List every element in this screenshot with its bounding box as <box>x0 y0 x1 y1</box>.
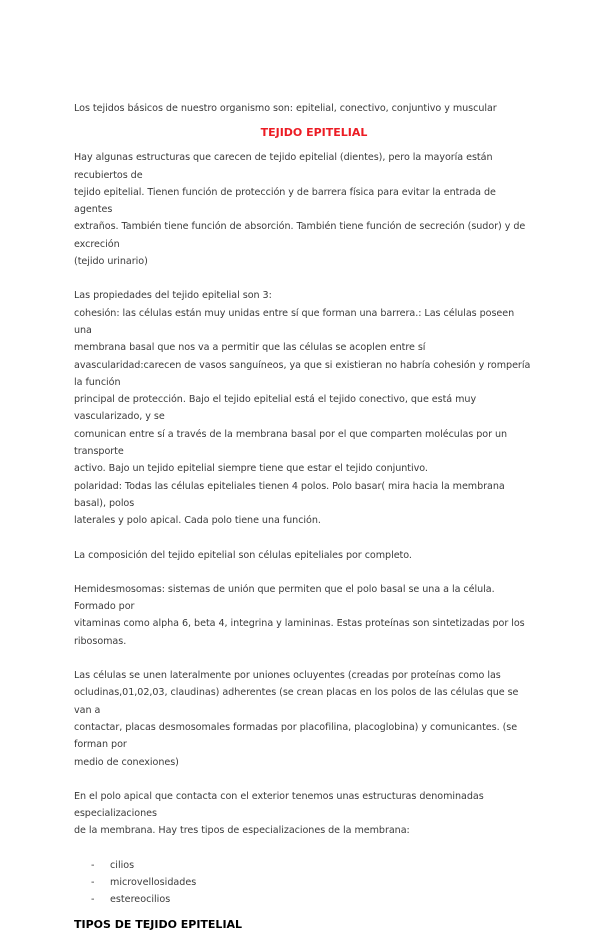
paragraph-hemidesmosomes <box>74 581 534 650</box>
text-line: vitaminas como alpha 6, beta 4, integrina y lamininas. Estas proteínas son sintetizadas por los <box>74 618 525 630</box>
section-title-tipos: TIPOS DE TEJIDO EPITELIAL <box>74 917 243 931</box>
text-line: polaridad: Todas las células epiteliales tienen 4 polos. Polo basar( mira hacia la membrana basal), polos <box>74 480 505 509</box>
text-line: extraños. También tiene función de absorción. También tiene función de secreción (sudor) y de excreción <box>74 221 526 250</box>
text-line: Las células se unen lateralmente por uniones ocluyentes (creadas por proteínas como las <box>74 670 501 682</box>
list-item-label: estereocilios <box>110 894 171 906</box>
bullet-dash: - <box>91 894 95 906</box>
text-line: (tejido urinario) <box>74 256 148 268</box>
bullet-dash: - <box>91 859 95 871</box>
text-line: comunican entre sí a través de la membrana basal por el que comparten moléculas por un transporte <box>74 428 508 458</box>
text-line: ribosomas. <box>74 635 127 647</box>
paragraph-properties <box>74 287 534 529</box>
text-line: En el polo apical que contacta con el exterior tenemos unas estructuras denominadas especializaciones <box>74 790 484 820</box>
text-line: membrana basal que nos va a permitir que las células se acoplen entre sí <box>74 342 426 354</box>
text-line: de la membrana. Hay tres tipos de especializaciones de la membrana: <box>74 825 410 837</box>
list-item-label: microvellosidades <box>110 876 197 888</box>
paragraph-composition <box>74 547 534 564</box>
text-line: contactar, placas desmosomales formadas por placofilina, placoglobina) y comunicantes. (se forman por <box>74 721 518 751</box>
intro-paragraph: Los tejidos básicos de nuestro organismo son: epitelial, conectivo, conjuntivo y muscular <box>74 103 497 114</box>
text-line: Las propiedades del tejido epitelial son 3: <box>74 290 272 302</box>
text-line: La composición del tejido epitelial son células epiteliales por completo. <box>74 549 412 561</box>
list-item <box>74 874 534 891</box>
text-line: Hay algunas estructuras que carecen de tejido epitelial (dientes), pero la mayoría están recubiertos de <box>74 152 493 181</box>
section-title-tejido-epitelial: TEJIDO EPITELIAL <box>260 126 368 140</box>
paragraph-definition <box>74 149 534 270</box>
bullet-dash: - <box>91 876 95 888</box>
list-item-label: cilios <box>110 859 135 871</box>
specializations-list <box>74 857 534 909</box>
document-page <box>74 100 534 933</box>
text-line: principal de protección. Bajo el tejido epitelial está el tejido conectivo, que está muy vascularizado, y se <box>74 394 477 423</box>
text-line: Hemidesmosomas: sistemas de unión que permiten que el polo basal se una a la célula. Formado por <box>74 583 495 613</box>
text-line: activo. Bajo un tejido epitelial siempre tiene que estar el tejido conjuntivo. <box>74 463 428 475</box>
text-line: medio de conexiones) <box>74 756 179 768</box>
text-line: avascularidad:carecen de vasos sanguíneos, ya que si existieran no habría cohesión y rompería la función <box>74 359 531 388</box>
list-item <box>74 857 534 874</box>
text-line: ocludinas,01,02,03, claudinas) adherentes (se crean placas en los polos de las células que se van a <box>74 687 519 716</box>
list-item <box>74 891 534 908</box>
text-line: tejido epitelial. Tienen función de protección y de barrera física para evitar la entrada de agentes <box>74 186 496 216</box>
paragraph-lateral-junctions <box>74 667 534 771</box>
paragraph-apical-specializations <box>74 788 534 840</box>
text-line: cohesión: las células están muy unidas entre sí que forman una barrera.: Las células poseen una <box>74 307 515 336</box>
text-line: laterales y polo apical. Cada polo tiene una función. <box>74 515 321 527</box>
